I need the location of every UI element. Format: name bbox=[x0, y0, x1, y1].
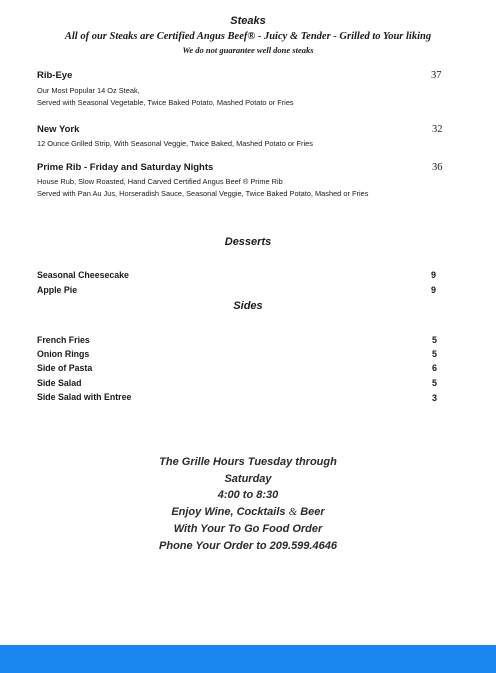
side-item-price: 5 bbox=[432, 349, 438, 359]
menu-item-price: 36 bbox=[432, 162, 443, 173]
sides-heading: Sides bbox=[233, 300, 263, 312]
dessert-item-name: Seasonal Cheesecake bbox=[37, 270, 129, 280]
steaks-heading: Steaks bbox=[230, 15, 266, 27]
side-item-name: Onion Rings bbox=[37, 349, 90, 359]
dessert-item-price: 9 bbox=[431, 270, 437, 280]
menu-item-price: 37 bbox=[431, 70, 442, 81]
hours-line: Saturday bbox=[224, 473, 272, 485]
menu-item-name: Prime Rib - Friday and Saturday Nights bbox=[37, 162, 214, 173]
menu-item-description: Our Most Popular 14 Oz Steak, bbox=[37, 86, 140, 95]
menu-item-description: House Rub, Slow Roasted, Hand Carved Certified Angus Beef ® Prime Rib bbox=[37, 177, 283, 186]
side-item-price: 5 bbox=[432, 335, 438, 345]
promo-line bbox=[0, 506, 496, 518]
menu-item-name: Rib-Eye bbox=[37, 70, 73, 81]
dessert-item-price: 9 bbox=[431, 285, 437, 295]
ampersand: & bbox=[288, 506, 298, 518]
phone-line: Phone Your Order to 209.599.4646 bbox=[159, 540, 337, 552]
steaks-tagline: All of our Steaks are Certified Angus Beef® - Juicy & Tender - Grilled to Your liking bbox=[64, 31, 432, 42]
promo-line: With Your To Go Food Order bbox=[173, 523, 323, 535]
dessert-item-name: Apple Pie bbox=[37, 285, 78, 295]
hours-line: The Grille Hours Tuesday through bbox=[159, 456, 337, 468]
hours-time: 4:00 to 8:30 bbox=[217, 489, 279, 501]
menu-item-price: 32 bbox=[432, 124, 443, 135]
promo-text: Enjoy Wine, Cocktails bbox=[171, 506, 289, 518]
side-item-price: 3 bbox=[432, 393, 438, 403]
side-item-name: Side Salad bbox=[37, 378, 82, 388]
menu-item-name: New York bbox=[37, 124, 80, 135]
side-item-name: Side of Pasta bbox=[37, 363, 93, 373]
side-item-name: Side Salad with Entree bbox=[37, 392, 132, 402]
promo-text: Beer bbox=[297, 506, 325, 518]
steaks-note: We do not guarantee well done steaks bbox=[182, 45, 314, 55]
side-item-price: 5 bbox=[432, 378, 438, 388]
footer-bar bbox=[0, 645, 496, 673]
desserts-heading: Desserts bbox=[224, 236, 272, 248]
menu-item-description: Served with Seasonal Vegetable, Twice Baked Potato, Mashed Potato or Fries bbox=[37, 98, 294, 107]
menu-item-description: Served with Pan Au Jus, Horseradish Sauce, Seasonal Veggie, Twice Baked Potato, Mashed or Fries bbox=[37, 189, 369, 198]
menu-item-description: 12 Ounce Grilled Strip, With Seasonal Veggie, Twice Baked, Mashed Potato or Fries bbox=[37, 139, 313, 148]
side-item-name: French Fries bbox=[37, 335, 90, 345]
side-item-price: 6 bbox=[432, 363, 438, 373]
